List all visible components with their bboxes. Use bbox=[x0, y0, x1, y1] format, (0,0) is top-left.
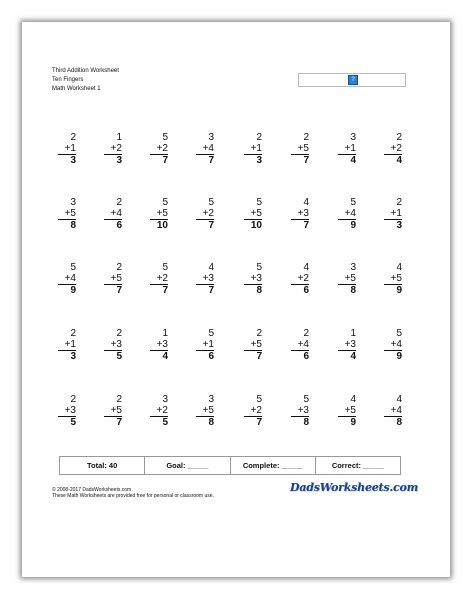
addend-top: 3 bbox=[70, 197, 76, 208]
addend-top: 2 bbox=[396, 132, 402, 143]
addition-problem bbox=[100, 132, 122, 166]
addend-top: 2 bbox=[303, 132, 309, 143]
addend-top: 2 bbox=[70, 394, 76, 405]
addition-problem bbox=[146, 328, 168, 362]
addend-top: 5 bbox=[70, 262, 76, 273]
addend-bottom: +3 bbox=[344, 339, 356, 350]
addend-top: 2 bbox=[70, 328, 76, 339]
addend-top: 3 bbox=[350, 132, 356, 143]
addend-top: 5 bbox=[303, 394, 309, 405]
addend-top: 4 bbox=[396, 262, 402, 273]
worksheet-number: Math Worksheet 1 bbox=[52, 86, 101, 92]
addition-problem bbox=[334, 394, 356, 428]
addition-problem bbox=[54, 328, 76, 362]
addend-bottom: +4 bbox=[110, 208, 122, 219]
addend-top: 5 bbox=[350, 197, 356, 208]
addition-problem bbox=[334, 262, 356, 296]
addend-top: 3 bbox=[350, 262, 356, 273]
worksheet-page bbox=[22, 22, 450, 577]
answer: 9 bbox=[350, 220, 356, 231]
addend-bottom: +1 bbox=[64, 339, 76, 350]
answer: 7 bbox=[208, 285, 214, 296]
addend-bottom: +4 bbox=[390, 405, 402, 416]
addend-bottom: +5 bbox=[390, 273, 402, 284]
answer: 8 bbox=[396, 417, 402, 428]
addition-problem bbox=[192, 262, 214, 296]
addition-problem bbox=[287, 262, 309, 296]
answer: 8 bbox=[70, 220, 76, 231]
addition-problem bbox=[240, 394, 262, 428]
addend-top: 4 bbox=[303, 262, 309, 273]
qr-code-icon[interactable]: ? bbox=[348, 75, 358, 85]
addition-problem bbox=[54, 132, 76, 166]
answer: 7 bbox=[303, 155, 309, 166]
answer: 7 bbox=[256, 417, 262, 428]
addend-top: 4 bbox=[303, 197, 309, 208]
addend-top: 4 bbox=[396, 394, 402, 405]
addend-bottom: +2 bbox=[156, 143, 168, 154]
addition-problem bbox=[54, 394, 76, 428]
addition-problem bbox=[287, 328, 309, 362]
addend-bottom: +2 bbox=[156, 273, 168, 284]
addend-bottom: +3 bbox=[64, 405, 76, 416]
addend-bottom: +4 bbox=[344, 208, 356, 219]
addend-top: 5 bbox=[256, 262, 262, 273]
addend-bottom: +5 bbox=[250, 208, 262, 219]
addend-bottom: +4 bbox=[64, 273, 76, 284]
addend-bottom: +4 bbox=[202, 143, 214, 154]
addend-top: 1 bbox=[162, 328, 168, 339]
addend-top: 2 bbox=[116, 262, 122, 273]
correct-field[interactable]: Correct: _____ bbox=[331, 461, 384, 470]
answer: 5 bbox=[162, 417, 168, 428]
addend-top: 3 bbox=[208, 394, 214, 405]
addition-problem bbox=[380, 132, 402, 166]
answer: 3 bbox=[256, 155, 262, 166]
answer: 3 bbox=[396, 220, 402, 231]
addend-top: 1 bbox=[350, 328, 356, 339]
addend-top: 3 bbox=[208, 132, 214, 143]
addend-bottom: +2 bbox=[202, 208, 214, 219]
addend-bottom: +3 bbox=[202, 273, 214, 284]
addend-bottom: +1 bbox=[64, 143, 76, 154]
answer: 6 bbox=[116, 220, 122, 231]
addend-bottom: +4 bbox=[297, 339, 309, 350]
complete-field[interactable]: Complete: _____ bbox=[231, 457, 316, 474]
addend-bottom: +1 bbox=[250, 143, 262, 154]
addition-problem bbox=[240, 132, 262, 166]
answer: 8 bbox=[303, 417, 309, 428]
answer: 9 bbox=[396, 285, 402, 296]
addend-bottom: +5 bbox=[297, 143, 309, 154]
addition-problem bbox=[146, 262, 168, 296]
addend-top: 4 bbox=[208, 262, 214, 273]
addition-problem bbox=[146, 394, 168, 428]
addend-top: 5 bbox=[162, 132, 168, 143]
addend-bottom: +5 bbox=[110, 405, 122, 416]
addition-problem bbox=[240, 197, 262, 231]
addition-problem bbox=[380, 394, 402, 428]
addend-top: 5 bbox=[162, 262, 168, 273]
answer: 3 bbox=[70, 351, 76, 362]
addition-problem bbox=[334, 132, 356, 166]
answer: 9 bbox=[396, 351, 402, 362]
answer: 5 bbox=[70, 417, 76, 428]
addition-problem bbox=[380, 328, 402, 362]
addend-top: 2 bbox=[70, 132, 76, 143]
addition-problem bbox=[100, 394, 122, 428]
usage-note: These Math Worksheets are provided free for personal or classroom use. bbox=[52, 493, 214, 499]
addition-problem bbox=[192, 394, 214, 428]
answer: 7 bbox=[116, 285, 122, 296]
addend-bottom: +2 bbox=[390, 143, 402, 154]
addend-top: 2 bbox=[116, 328, 122, 339]
addend-top: 4 bbox=[350, 394, 356, 405]
answer: 7 bbox=[208, 155, 214, 166]
addend-bottom: +1 bbox=[390, 208, 402, 219]
addend-bottom: +5 bbox=[344, 405, 356, 416]
goal-field[interactable]: Goal: _____ bbox=[145, 457, 230, 474]
addend-bottom: +5 bbox=[110, 273, 122, 284]
addend-top: 2 bbox=[116, 394, 122, 405]
worksheet-header bbox=[52, 67, 119, 94]
addend-bottom: +5 bbox=[202, 405, 214, 416]
addition-problem bbox=[334, 328, 356, 362]
addend-top: 5 bbox=[396, 328, 402, 339]
addition-problem bbox=[192, 197, 214, 231]
addend-bottom: +2 bbox=[156, 405, 168, 416]
answer: 3 bbox=[70, 155, 76, 166]
addend-bottom: +5 bbox=[156, 208, 168, 219]
answer: 4 bbox=[350, 351, 356, 362]
answer: 10 bbox=[250, 220, 262, 231]
addend-top: 2 bbox=[303, 328, 309, 339]
answer: 4 bbox=[162, 351, 168, 362]
answer: 9 bbox=[350, 417, 356, 428]
addition-problem bbox=[380, 262, 402, 296]
worksheet-subtitle: Ten Fingers bbox=[52, 77, 84, 83]
score-bar bbox=[59, 456, 401, 475]
addend-bottom: +1 bbox=[202, 339, 214, 350]
addition-problem bbox=[146, 197, 168, 231]
addend-bottom: +3 bbox=[110, 339, 122, 350]
answer: 6 bbox=[303, 285, 309, 296]
addend-top: 3 bbox=[162, 394, 168, 405]
answer: 7 bbox=[256, 351, 262, 362]
addend-bottom: +5 bbox=[64, 208, 76, 219]
addend-bottom: +2 bbox=[250, 405, 262, 416]
answer: 4 bbox=[350, 155, 356, 166]
addition-problem bbox=[54, 197, 76, 231]
answer: 8 bbox=[256, 285, 262, 296]
addition-problem bbox=[240, 262, 262, 296]
addition-problem bbox=[146, 132, 168, 166]
name-field[interactable] bbox=[298, 73, 406, 87]
addition-problem bbox=[100, 197, 122, 231]
answer: 8 bbox=[208, 417, 214, 428]
total-count: Total: 40 bbox=[60, 457, 145, 474]
addend-top: 5 bbox=[256, 197, 262, 208]
addend-top: 2 bbox=[256, 328, 262, 339]
answer: 4 bbox=[396, 155, 402, 166]
addition-problem bbox=[287, 197, 309, 231]
addend-bottom: +3 bbox=[297, 405, 309, 416]
copyright-text: © 2008-2017 DadsWorksheets.com bbox=[52, 487, 132, 493]
answer: 6 bbox=[303, 351, 309, 362]
answer: 5 bbox=[116, 351, 122, 362]
answer: 7 bbox=[303, 220, 309, 231]
answer: 7 bbox=[162, 155, 168, 166]
addend-bottom: +2 bbox=[110, 143, 122, 154]
addend-bottom: +5 bbox=[250, 339, 262, 350]
answer: 3 bbox=[116, 155, 122, 166]
addend-top: 5 bbox=[162, 197, 168, 208]
addend-top: 2 bbox=[116, 197, 122, 208]
footer bbox=[52, 487, 214, 499]
addition-problem bbox=[54, 262, 76, 296]
addend-bottom: +1 bbox=[344, 143, 356, 154]
addition-problem bbox=[100, 262, 122, 296]
answer: 7 bbox=[116, 417, 122, 428]
answer: 7 bbox=[208, 220, 214, 231]
addend-bottom: +3 bbox=[156, 339, 168, 350]
addition-problem bbox=[100, 328, 122, 362]
addend-top: 2 bbox=[396, 197, 402, 208]
addend-bottom: +5 bbox=[344, 273, 356, 284]
dadsworksheets-logo[interactable]: DadsWorksheets.com bbox=[290, 481, 419, 494]
answer: 9 bbox=[70, 285, 76, 296]
addition-problem bbox=[192, 132, 214, 166]
addend-bottom: +2 bbox=[297, 273, 309, 284]
addend-bottom: +4 bbox=[390, 339, 402, 350]
answer: 8 bbox=[350, 285, 356, 296]
addition-problem bbox=[287, 394, 309, 428]
addend-top: 5 bbox=[256, 394, 262, 405]
addend-top: 1 bbox=[116, 132, 122, 143]
addition-problem bbox=[192, 328, 214, 362]
addend-bottom: +3 bbox=[297, 208, 309, 219]
answer: 10 bbox=[156, 220, 168, 231]
worksheet-title: Third Addition Worksheet bbox=[52, 68, 119, 74]
addition-problem bbox=[334, 197, 356, 231]
addition-problem bbox=[240, 328, 262, 362]
addition-problem bbox=[287, 132, 309, 166]
answer: 6 bbox=[208, 351, 214, 362]
answer: 7 bbox=[162, 285, 168, 296]
addend-bottom: +3 bbox=[250, 273, 262, 284]
addend-top: 5 bbox=[208, 328, 214, 339]
addend-top: 2 bbox=[256, 132, 262, 143]
addition-problem bbox=[380, 197, 402, 231]
addend-top: 5 bbox=[208, 197, 214, 208]
